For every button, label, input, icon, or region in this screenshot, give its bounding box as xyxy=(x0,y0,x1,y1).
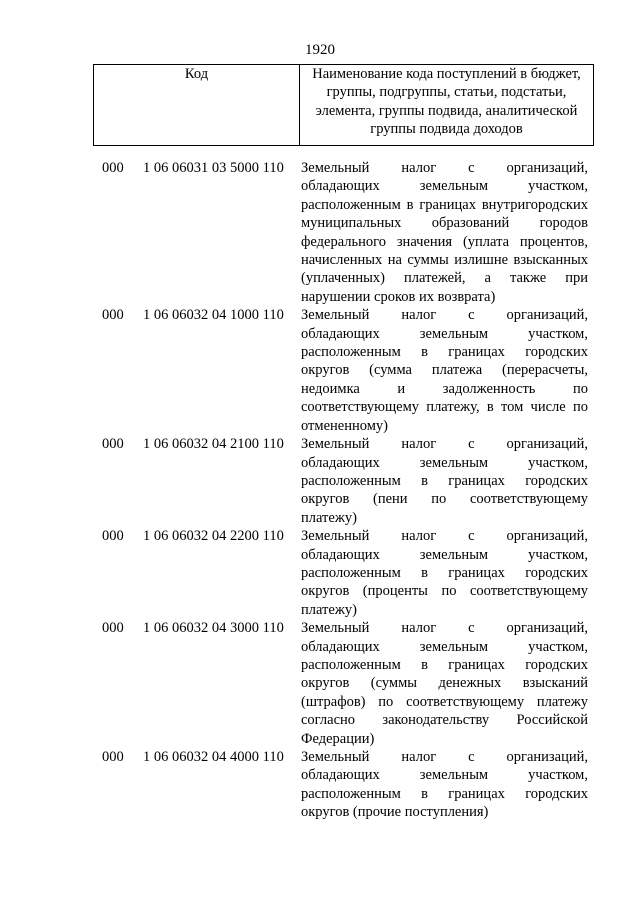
table-body xyxy=(0,159,640,822)
admin-code: 000 xyxy=(102,528,124,545)
revenue-name-line: Земельный налог с организаций, xyxy=(301,160,588,176)
page-number: 1920 xyxy=(305,42,335,58)
table-header xyxy=(93,64,594,146)
revenue-name-line: (уплаченных) платежей, а также при xyxy=(301,270,588,287)
revenue-name-line: муниципальных образований городов xyxy=(301,215,588,232)
revenue-name-line: расположенным в границах городских xyxy=(301,344,588,361)
revenue-name-line: округов (пени по соответствующему xyxy=(301,491,588,508)
revenue-name xyxy=(301,748,588,822)
revenue-code: 1 06 06032 04 1000 110 xyxy=(143,307,284,324)
revenue-code: 1 06 06031 03 5000 110 xyxy=(143,160,284,176)
revenue-name xyxy=(301,619,588,748)
table-row xyxy=(0,435,640,527)
header-name-line: группы подвида доходов xyxy=(370,121,523,138)
revenue-name-line: согласно законодательству Российской xyxy=(301,712,588,729)
revenue-name-line: расположенным в границах городских xyxy=(301,656,588,673)
table-row xyxy=(0,527,640,619)
revenue-name-line: округов (суммы денежных взысканий xyxy=(301,675,588,692)
revenue-name-line: обладающих земельным участком, xyxy=(301,546,588,563)
revenue-name-line: округов (проценты по соответствующему xyxy=(301,583,588,600)
revenue-name-line: Земельный налог с организаций, xyxy=(301,749,588,765)
revenue-name-line: начисленных на суммы излишне взысканных xyxy=(301,252,588,269)
revenue-code: 1 06 06032 04 4000 110 xyxy=(143,749,284,765)
revenue-name-line: обладающих земельным участком, xyxy=(301,178,588,195)
header-code-cell xyxy=(94,65,300,146)
admin-code: 000 xyxy=(102,436,124,453)
revenue-name-line: недоимка и задолженность по xyxy=(301,380,588,397)
revenue-name-line: Федерации) xyxy=(301,730,375,747)
revenue-name xyxy=(301,435,588,527)
revenue-name-line: платежу) xyxy=(301,601,357,618)
revenue-name xyxy=(301,159,588,306)
header-name-line: группы, подгруппы, статьи, подстатьи, xyxy=(326,84,567,101)
revenue-name-line: соответствующему платежу, в том числе по xyxy=(301,399,588,416)
revenue-name xyxy=(301,527,588,619)
revenue-name xyxy=(301,306,588,435)
revenue-name-line: Земельный налог с организаций, xyxy=(301,620,588,637)
table-row xyxy=(0,306,640,435)
revenue-name-line: федерального значения (уплата процентов, xyxy=(301,233,588,250)
admin-code: 000 xyxy=(102,307,124,324)
admin-code: 000 xyxy=(102,620,124,637)
revenue-name-line: расположенным в границах городских xyxy=(301,785,588,802)
revenue-name-line: расположенным в границах городских xyxy=(301,564,588,581)
header-name-line: Наименование кода поступлений в бюджет, xyxy=(312,66,581,82)
revenue-name-line: (штрафов) по соответствующему платежу xyxy=(301,693,588,710)
header-code-label: Код xyxy=(184,66,209,82)
table-row xyxy=(0,748,640,822)
revenue-name-line: округов (сумма платежа (перерасчеты, xyxy=(301,362,588,379)
revenue-name-line: расположенным в границах внутригородских xyxy=(301,196,588,213)
revenue-code: 1 06 06032 04 3000 110 xyxy=(143,620,284,637)
revenue-code: 1 06 06032 04 2200 110 xyxy=(143,528,284,545)
header-name-cell xyxy=(300,65,594,146)
header-name-line: элемента, группы подвида, аналитической xyxy=(315,102,578,119)
revenue-name-line: обладающих земельным участком, xyxy=(301,638,588,655)
table-row xyxy=(0,159,640,306)
revenue-name-line: обладающих земельным участком, xyxy=(301,454,588,471)
table-row xyxy=(0,619,640,748)
revenue-name-line: нарушении сроков их возврата) xyxy=(301,288,496,305)
revenue-name-line: обладающих земельным участком, xyxy=(301,325,588,342)
revenue-code: 1 06 06032 04 2100 110 xyxy=(143,436,284,453)
revenue-name-line: платежу) xyxy=(301,509,357,526)
revenue-name-line: Земельный налог с организаций, xyxy=(301,528,588,545)
revenue-name-line: обладающих земельным участком, xyxy=(301,767,588,784)
admin-code: 000 xyxy=(102,749,124,765)
revenue-name-line: расположенным в границах городских xyxy=(301,472,588,489)
revenue-name-line: Земельный налог с организаций, xyxy=(301,436,588,453)
revenue-name-line: отмененному) xyxy=(301,417,388,434)
revenue-name-line: округов (прочие поступления) xyxy=(301,804,489,821)
admin-code: 000 xyxy=(102,160,124,176)
revenue-name-line: Земельный налог с организаций, xyxy=(301,307,588,324)
